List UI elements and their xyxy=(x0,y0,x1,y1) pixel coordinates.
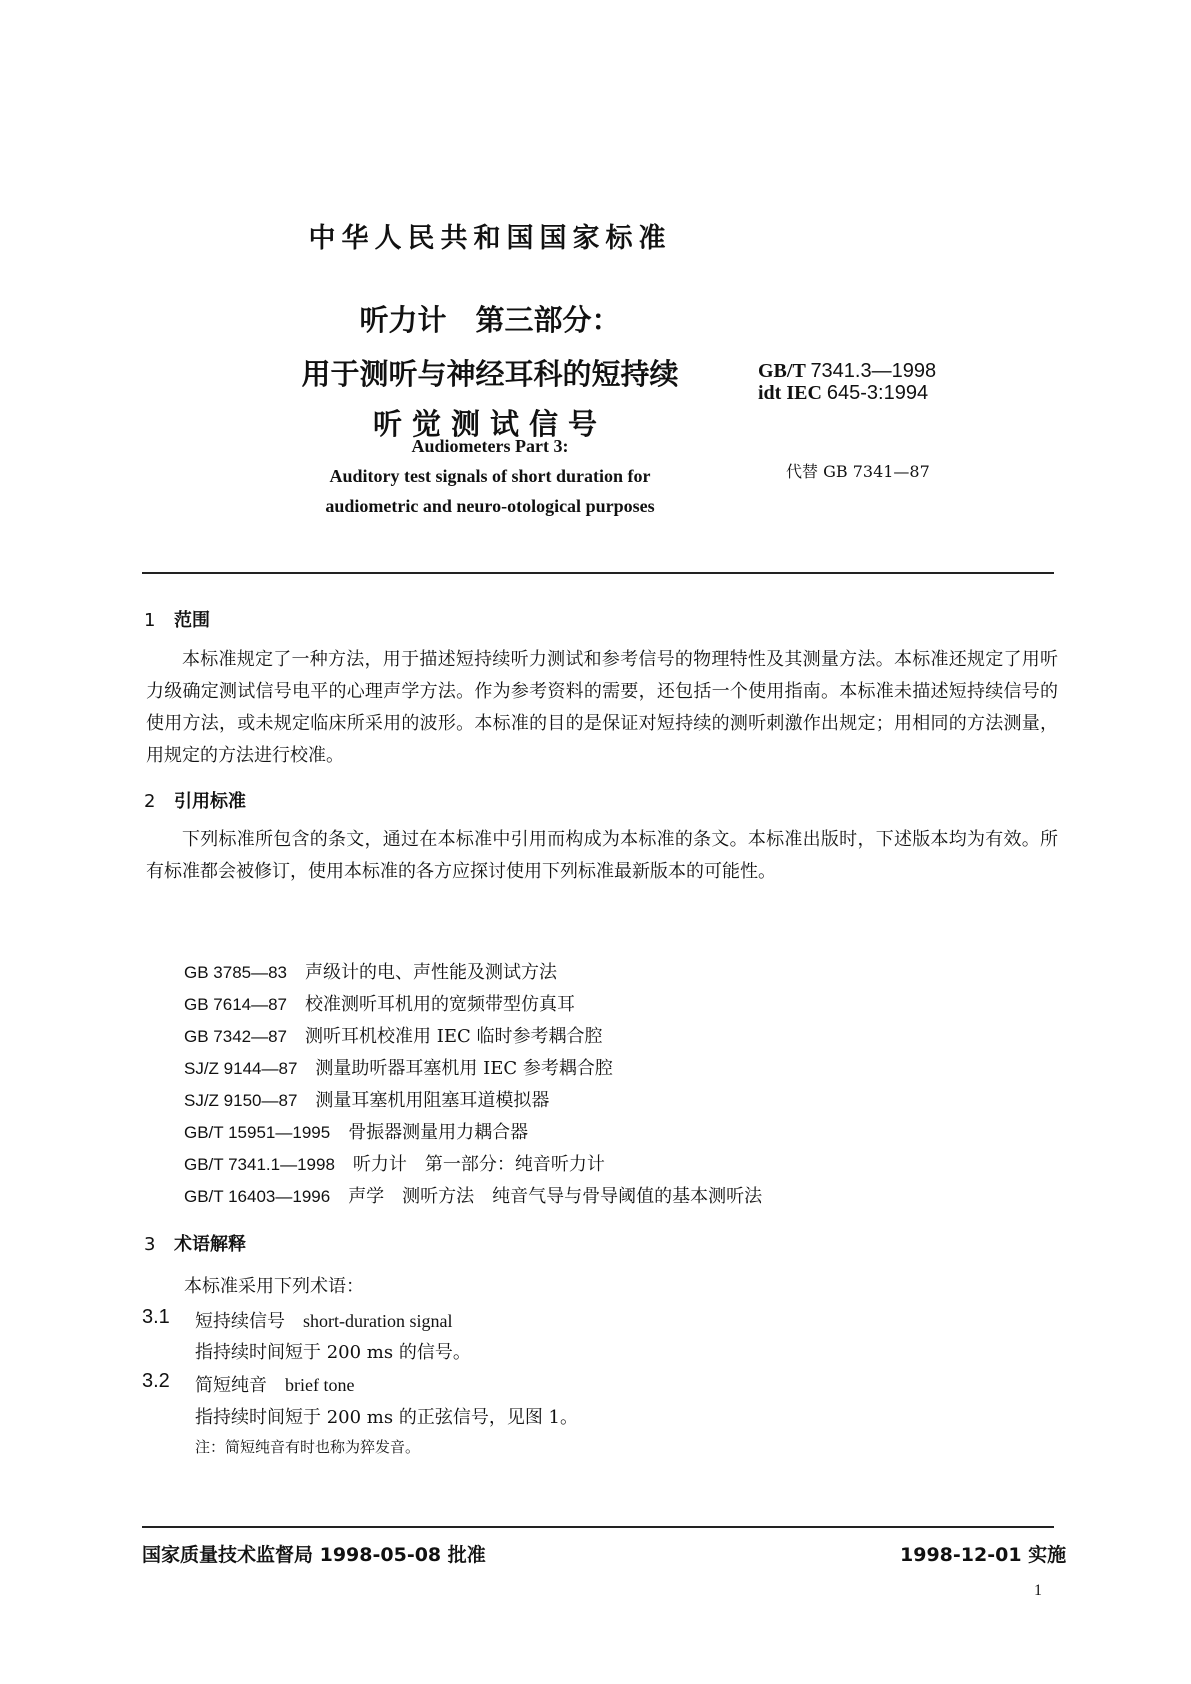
title-en-line-3: audiometric and neuro-otological purposes xyxy=(325,496,655,516)
term-number: 3.2 xyxy=(142,1370,170,1392)
reference-item: GB/T 7341.1—1998 听力计 第一部分：纯音听力计 xyxy=(184,1154,605,1175)
section-3-intro: 本标准采用下列术语： xyxy=(184,1276,364,1297)
standard-code: GB/T 7341.3—1998 xyxy=(758,360,937,382)
term-name: 短持续信号 short-duration signal xyxy=(195,1311,453,1332)
reference-item: GB 7342—87 测听耳机校准用 IEC 临时参考耦合腔 xyxy=(184,1026,603,1047)
term-definition: 指持续时间短于 200 ms 的正弦信号，见图 1。 xyxy=(195,1407,578,1428)
section-3-heading: 3 术语解释 xyxy=(144,1234,246,1255)
national-standard-heading: 中华人民共和国国家标准 xyxy=(308,223,672,254)
idt-code: idt IEC 645-3:1994 xyxy=(758,382,929,404)
reference-item: GB 3785—83 声级计的电、声性能及测试方法 xyxy=(184,962,558,983)
title-zh-line-3: 听觉测试信号 xyxy=(372,407,607,441)
title-zh-line-1: 听力计 第三部分： xyxy=(359,303,621,337)
title-en-line-1: Audiometers Part 3: xyxy=(411,436,569,456)
reference-list xyxy=(184,957,762,1213)
term-number: 3.1 xyxy=(142,1306,170,1328)
section-2-body: 下列标准所包含的条文，通过在本标准中引用而构成为本标准的条文。本标准出版时，下述版本均为有效。所有标准都会被修订，使用本标准的各方应探讨使用下列标准最新版本的可能性。 xyxy=(146,829,1058,882)
replaces-note: 代替 GB 7341—87 xyxy=(786,462,930,481)
reference-item: GB/T 15951—1995 骨振器测量用力耦合器 xyxy=(184,1122,529,1143)
header-rule xyxy=(142,572,1054,574)
reference-item: GB/T 16403—1996 声学 测听方法 纯音气导与骨导阈值的基本测听法 xyxy=(184,1186,763,1207)
title-zh-line-2: 用于测听与神经耳科的短持续 xyxy=(301,357,679,391)
footer-rule xyxy=(142,1526,1054,1528)
page-number: 1 xyxy=(1034,1582,1042,1599)
term-definition: 指持续时间短于 200 ms 的信号。 xyxy=(195,1342,471,1363)
term-name: 简短纯音 brief tone xyxy=(195,1375,355,1396)
reference-item: SJ/Z 9150—87 测量耳塞机用阻塞耳道模拟器 xyxy=(184,1090,550,1111)
section-2-heading: 2 引用标准 xyxy=(144,791,246,812)
reference-item: SJ/Z 9144—87 测量助听器耳塞机用 IEC 参考耦合腔 xyxy=(184,1058,613,1079)
section-1-body: 本标准规定了一种方法，用于描述短持续听力测试和参考信号的物理特性及其测量方法。本标准还规定了用听力级确定测试信号电平的心理声学方法。作为参考资料的需要，还包括一个使用指南。本标准未描述短持续信号的使用方法，或未规定临床所采用的波形。本标准的目的是保证对短持续的测听刺激作出规定；用相同的方法测量，用规定的方法进行校准。 xyxy=(146,649,1058,766)
reference-item: GB 7614—87 校准测听耳机用的宽频带型仿真耳 xyxy=(184,994,576,1015)
section-1-heading: 1 范围 xyxy=(144,610,210,631)
approval-line: 国家质量技术监督局 1998-05-08 批准 xyxy=(142,1544,486,1566)
implementation-date: 1998-12-01 实施 xyxy=(900,1544,1067,1566)
term-note: 注：简短纯音有时也称为猝发音。 xyxy=(195,1438,421,1456)
title-en-line-2: Auditory test signals of short duration for xyxy=(329,466,651,486)
